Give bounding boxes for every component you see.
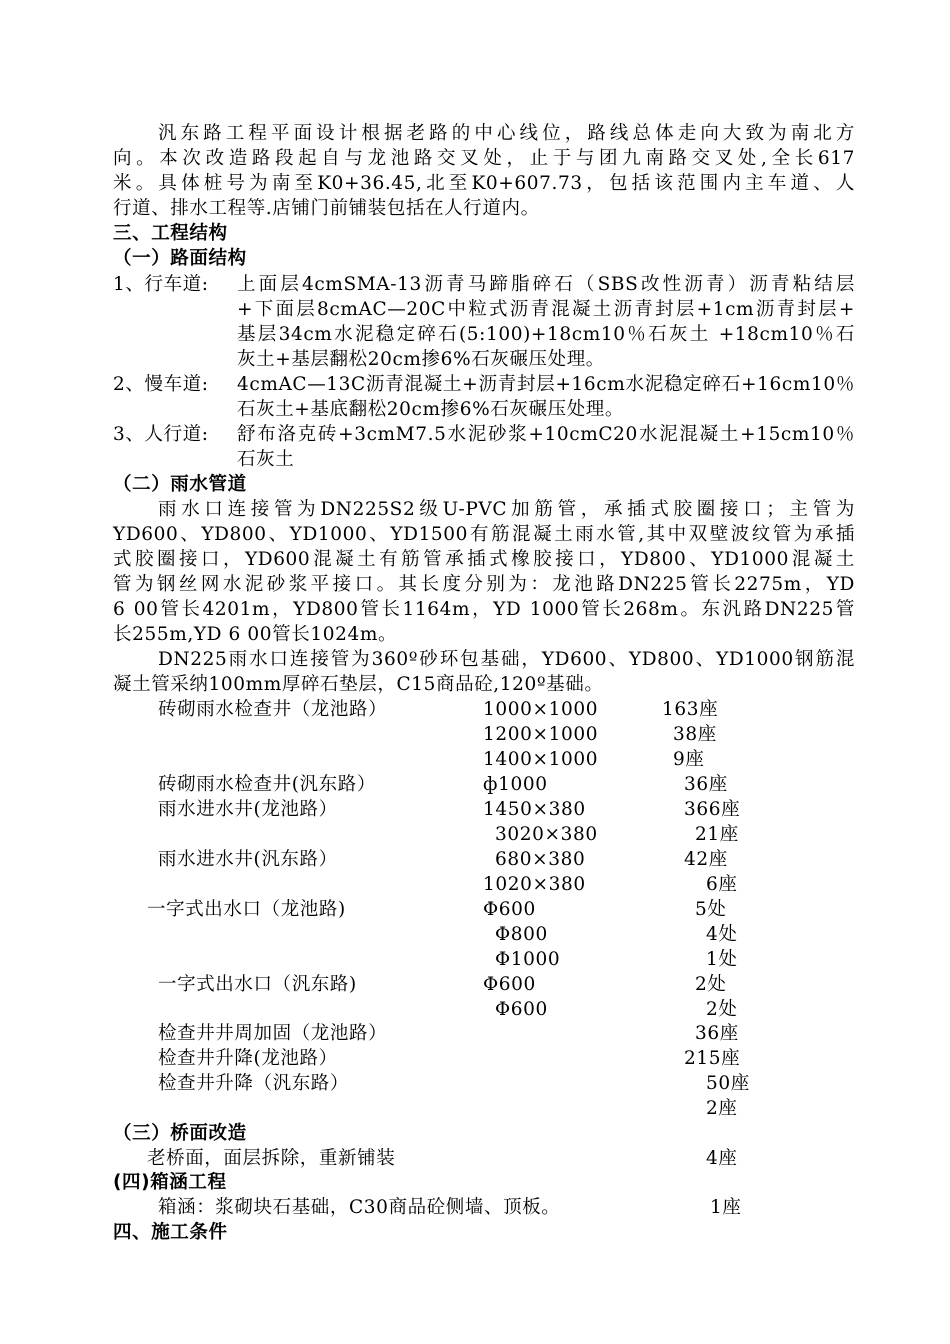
row-name: 雨水进水井(龙池路） xyxy=(158,799,338,820)
section-4-title: 四、施工条件 xyxy=(113,1222,228,1243)
rain-p1-line-4: 管为钢丝网水泥砂浆平接口。其长度分别为：龙池路DN225管长2275m，YD xyxy=(113,574,855,595)
row-qty: 163座 xyxy=(662,699,719,720)
lane-1-line-4: 灰土+基层翻松20cm掺6%石灰碾压处理。 xyxy=(237,349,605,370)
row-qty: 6座 xyxy=(706,874,738,895)
row-qty: 1处 xyxy=(706,949,738,970)
table-row xyxy=(0,1021,950,1046)
row-qty: 36座 xyxy=(684,774,728,795)
table-row xyxy=(0,922,950,947)
row-spec: 1200×1000 xyxy=(483,724,599,745)
row-qty: 5处 xyxy=(695,899,727,920)
table-row xyxy=(0,972,950,997)
row-spec: Φ600 xyxy=(483,974,536,995)
row-name: 砖砌雨水检查井(汎东路） xyxy=(158,774,376,795)
row-name: 检查井井周加固（龙池路） xyxy=(158,1023,388,1044)
row-qty: 42座 xyxy=(684,849,728,870)
row-spec: 1000×1000 xyxy=(483,699,599,720)
lane-2-line-1: 4cmAC—13C沥青混凝土+沥青封层+16cm水泥稳定碎石+16cm10％ xyxy=(237,374,855,395)
row-spec: 1400×1000 xyxy=(483,749,599,770)
row-spec: 3020×380 xyxy=(495,824,598,845)
row-qty: 9座 xyxy=(673,749,705,770)
sub-4-title: (四)箱涵工程 xyxy=(113,1172,227,1193)
sub-3-title: （三）桥面改造 xyxy=(113,1123,247,1144)
table-row xyxy=(0,847,950,872)
row-qty: 4处 xyxy=(706,924,738,945)
row-name: 砖砌雨水检查井（龙池路） xyxy=(158,699,388,720)
lane-3-line-2: 石灰土 xyxy=(237,449,295,470)
row-spec: Φ800 xyxy=(495,924,548,945)
table-row xyxy=(0,1071,950,1096)
lane-3-label: 3、人行道: xyxy=(113,424,209,445)
row-qty: 2处 xyxy=(706,999,738,1020)
row-name: 检查井升降（汎东路） xyxy=(158,1073,350,1094)
intro-line-2: 向。本次改造路段起自与龙池路交叉处，止于与团九南路交叉处,全长617 xyxy=(113,148,855,169)
row-name: 一字式出水口（龙池路) xyxy=(147,899,346,920)
table-row xyxy=(0,697,950,722)
table-row xyxy=(0,897,950,922)
table-row xyxy=(0,1096,950,1121)
table-row xyxy=(0,997,950,1022)
row-qty: 50座 xyxy=(706,1073,750,1094)
row-qty: 2座 xyxy=(706,1098,738,1119)
row-spec: 1450×380 xyxy=(483,799,586,820)
row-spec: Φ600 xyxy=(495,999,548,1020)
bridge-qty: 4座 xyxy=(706,1148,738,1169)
bridge-text: 老桥面，面层拆除，重新铺装 xyxy=(147,1148,396,1169)
table-row xyxy=(0,1046,950,1071)
row-spec: ф1000 xyxy=(483,774,548,795)
sub-2-title: （二）雨水管道 xyxy=(113,474,247,495)
row-spec: Φ600 xyxy=(483,899,536,920)
row-qty: 215座 xyxy=(684,1048,741,1069)
section-3-title: 三、工程结构 xyxy=(113,223,228,244)
row-qty: 366座 xyxy=(684,799,741,820)
rain-p1-line-5: 6 00管长4201m，YD800管长1164m，YD 1000管长268m。东汎路DN225管 xyxy=(113,599,855,620)
lane-2-label: 2、慢车道: xyxy=(113,374,209,395)
intro-line-4: 行道、排水工程等.店铺门前铺装包括在人行道内。 xyxy=(113,198,540,219)
row-name: 检查井升降(龙池路） xyxy=(158,1048,338,1069)
row-qty: 36座 xyxy=(695,1023,739,1044)
row-spec: 1020×380 xyxy=(483,874,586,895)
table-row xyxy=(0,947,950,972)
lane-2-line-2: 石灰土+基底翻松20cm掺6%石灰碾压处理。 xyxy=(237,399,624,420)
row-name: 雨水进水井(汎东路） xyxy=(158,849,338,870)
row-spec: 680×380 xyxy=(495,849,586,870)
intro-line-3: 米。具体桩号为南至K0+36.45,北至K0+607.73，包括该范围内主车道、人 xyxy=(113,173,855,194)
lane-1-line-2: +下面层8cmAC—20C中粒式沥青混凝土沥青封层+1cm沥青封层+ xyxy=(237,299,855,320)
rain-p1-line-6: 长255m,YD 6 00管长1024m。 xyxy=(113,624,398,645)
row-qty: 38座 xyxy=(673,724,717,745)
table-row xyxy=(0,722,950,747)
table-row xyxy=(0,872,950,897)
table-row xyxy=(0,797,950,822)
table-row xyxy=(0,822,950,847)
rain-p2-line-2: 凝土管采纳100mm厚碎石垫层，C15商品砼,120º基础。 xyxy=(113,674,604,695)
row-name: 一字式出水口（汎东路) xyxy=(158,974,357,995)
lane-1-line-1: 上面层4cmSMA-13沥青马蹄脂碎石（SBS改性沥青）沥青粘结层 xyxy=(237,274,855,295)
culvert-text: 箱涵：浆砌块石基础，C30商品砼侧墙、顶板。 xyxy=(158,1197,561,1218)
table-row xyxy=(0,772,950,797)
lane-1-line-3: 基层34cm水泥稳定碎石(5:100)+18cm10％石灰土 +18cm10％石 xyxy=(237,324,855,345)
rain-p1-line-2: YD600、YD800、YD1000、YD1500有筋混凝土雨水管,其中双壁波纹管为承插 xyxy=(113,524,855,545)
sub-1-title: （一）路面结构 xyxy=(113,248,247,269)
row-spec: Φ1000 xyxy=(495,949,561,970)
row-qty: 21座 xyxy=(695,824,739,845)
row-qty: 2处 xyxy=(695,974,727,995)
rain-p2-line-1: DN225雨水口连接管为360º砂环包基础，YD600、YD800、YD1000钢筋混 xyxy=(158,649,855,670)
rain-p1-line-3: 式胶圈接口，YD600混凝土有筋管承插式橡胶接口，YD800、YD1000混凝土 xyxy=(113,549,855,570)
lane-3-line-1: 舒布洛克砖+3cmM7.5水泥砂浆+10cmC20水泥混凝土+15cm10％ xyxy=(237,424,855,445)
rain-p1-line-1: 雨水口连接管为DN225S2级U-PVC加筋管，承插式胶圈接口；主管为 xyxy=(158,499,855,520)
lane-1-label: 1、行车道: xyxy=(113,274,209,295)
table-row xyxy=(0,747,950,772)
culvert-qty: 1座 xyxy=(710,1197,742,1218)
intro-line-1: 汎东路工程平面设计根据老路的中心线位，路线总体走向大致为南北方 xyxy=(158,123,855,144)
